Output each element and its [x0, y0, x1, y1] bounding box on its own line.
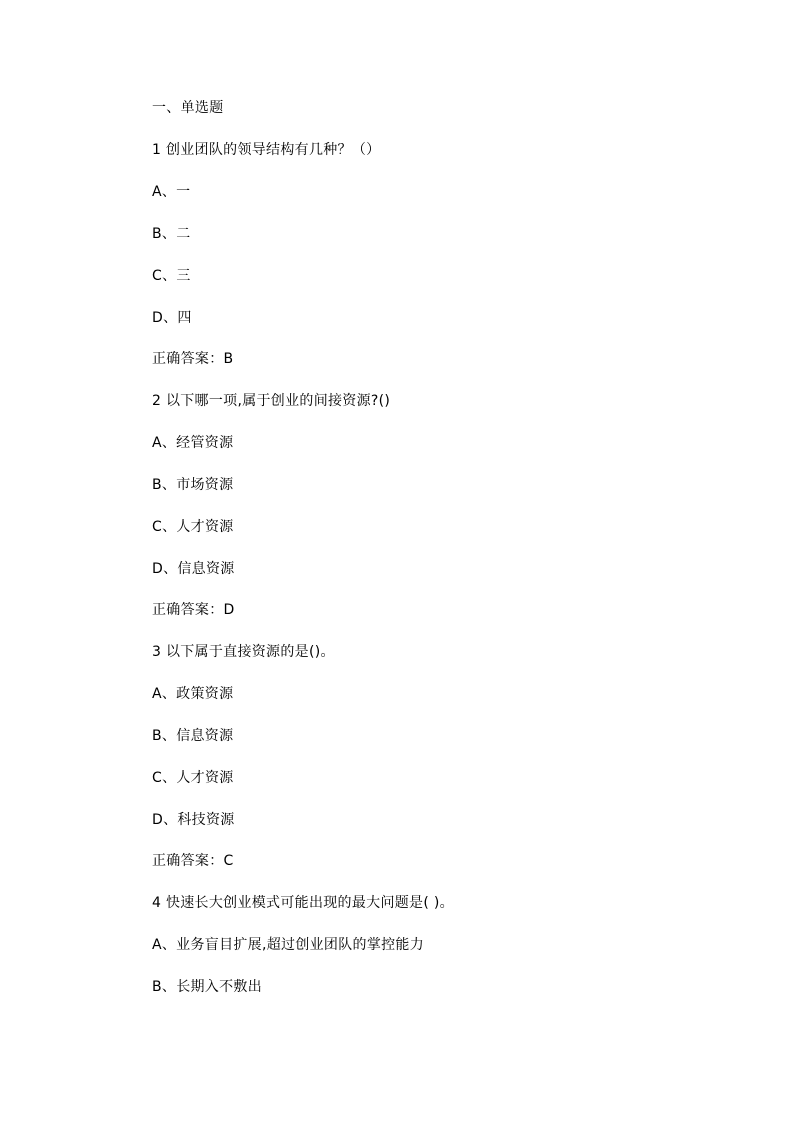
question-4-option-a: A、业务盲目扩展,超过创业团队的掌控能力 [152, 937, 425, 953]
question-1-stem: 1 创业团队的领导结构有几种？（） [152, 142, 381, 158]
question-3-option-c: C、人才资源 [152, 770, 234, 786]
question-3-stem: 3 以下属于直接资源的是()。 [152, 644, 335, 660]
question-3-answer: 正确答案：C [152, 853, 234, 869]
question-3-option-b: B、信息资源 [152, 728, 234, 744]
section-title: 一、单选题 [152, 100, 224, 116]
question-1-option-c: C、三 [152, 268, 191, 284]
question-2-stem: 2 以下哪一项,属于创业的间接资源?() [152, 393, 391, 409]
question-1-option-d: D、四 [152, 310, 192, 326]
question-3-option-d: D、科技资源 [152, 812, 235, 828]
question-2-option-d: D、信息资源 [152, 561, 235, 577]
question-1-option-a: A、一 [152, 184, 191, 200]
question-1-answer: 正确答案：B [152, 351, 234, 367]
question-2-option-b: B、市场资源 [152, 477, 234, 493]
question-4-stem: 4 快速长大创业模式可能出现的最大问题是( )。 [152, 895, 454, 911]
question-1-option-b: B、二 [152, 226, 191, 242]
question-2-option-c: C、人才资源 [152, 519, 234, 535]
question-2-option-a: A、经管资源 [152, 435, 234, 451]
question-2-answer: 正确答案：D [152, 602, 235, 618]
question-3-option-a: A、政策资源 [152, 686, 234, 702]
question-4-option-b: B、长期入不敷出 [152, 979, 263, 995]
